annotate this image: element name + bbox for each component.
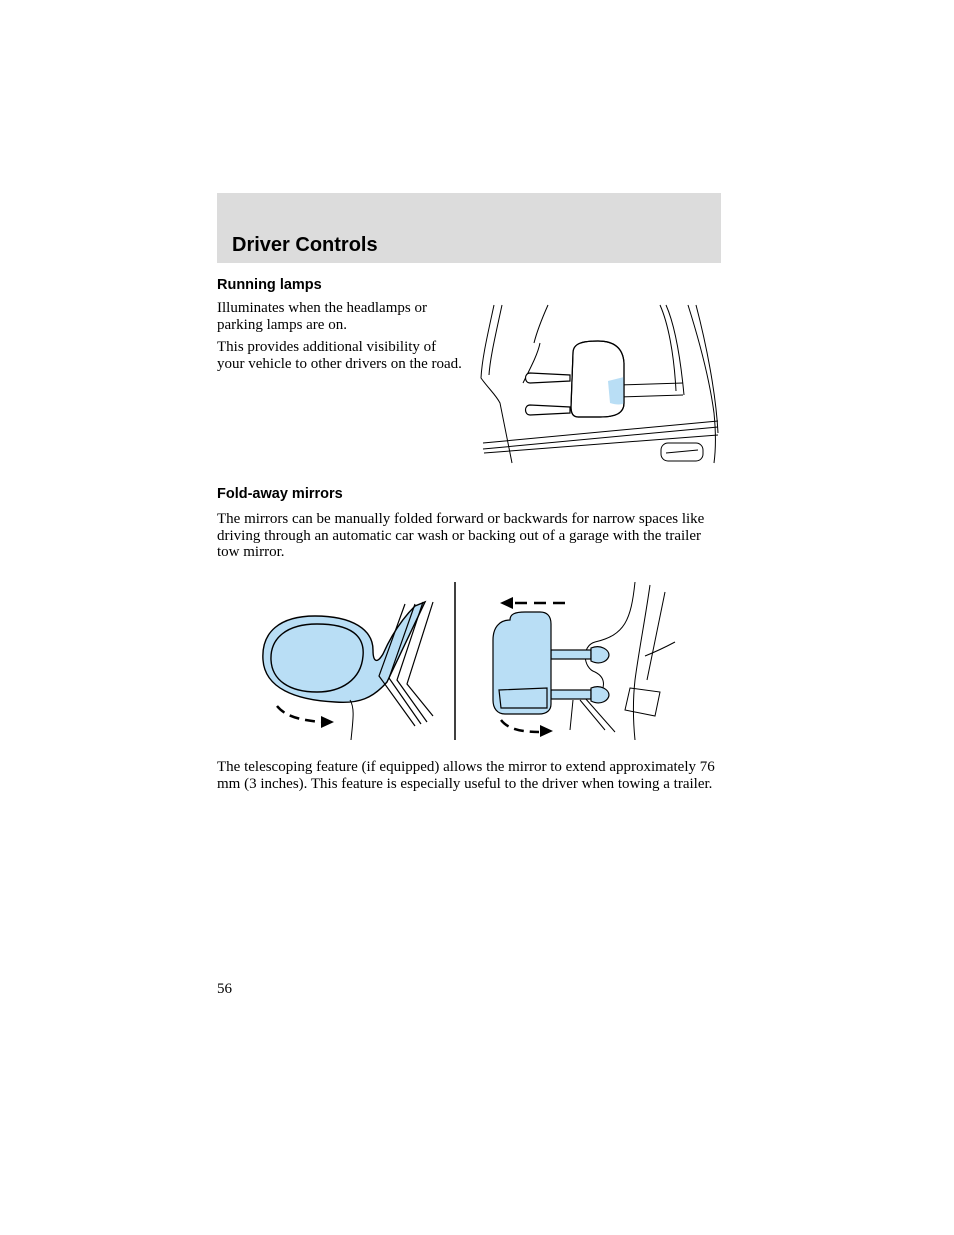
running-lamps-para-2: This provides additional visibility of your vehicle to other drivers on the road. (217, 339, 462, 372)
folded-mirror-view (263, 602, 433, 740)
page-number: 56 (217, 981, 232, 997)
fold-away-mirrors-para: The mirrors can be manually folded forward or backwards for narrow spaces like driving through an automatic car wash or backing out of a garage with the trailer tow mirror. (217, 511, 705, 560)
running-lamps-heading: Running lamps (217, 277, 322, 293)
running-lamps-para-1: Illuminates when the headlamps or parking lamps are on. (217, 300, 427, 333)
running-lamp-illustration (478, 303, 721, 465)
telescoping-para: The telescoping feature (if equipped) allows the mirror to extend approximately 76 mm (3 inches). This feature is especially useful to the driver when towing a trailer. (217, 759, 715, 792)
extended-mirror-view (493, 582, 675, 740)
fold-away-mirrors-heading: Fold-away mirrors (217, 486, 343, 502)
header-band (217, 193, 721, 263)
fold-away-mirror-illustration (255, 580, 685, 745)
page-title: Driver Controls (232, 234, 378, 256)
